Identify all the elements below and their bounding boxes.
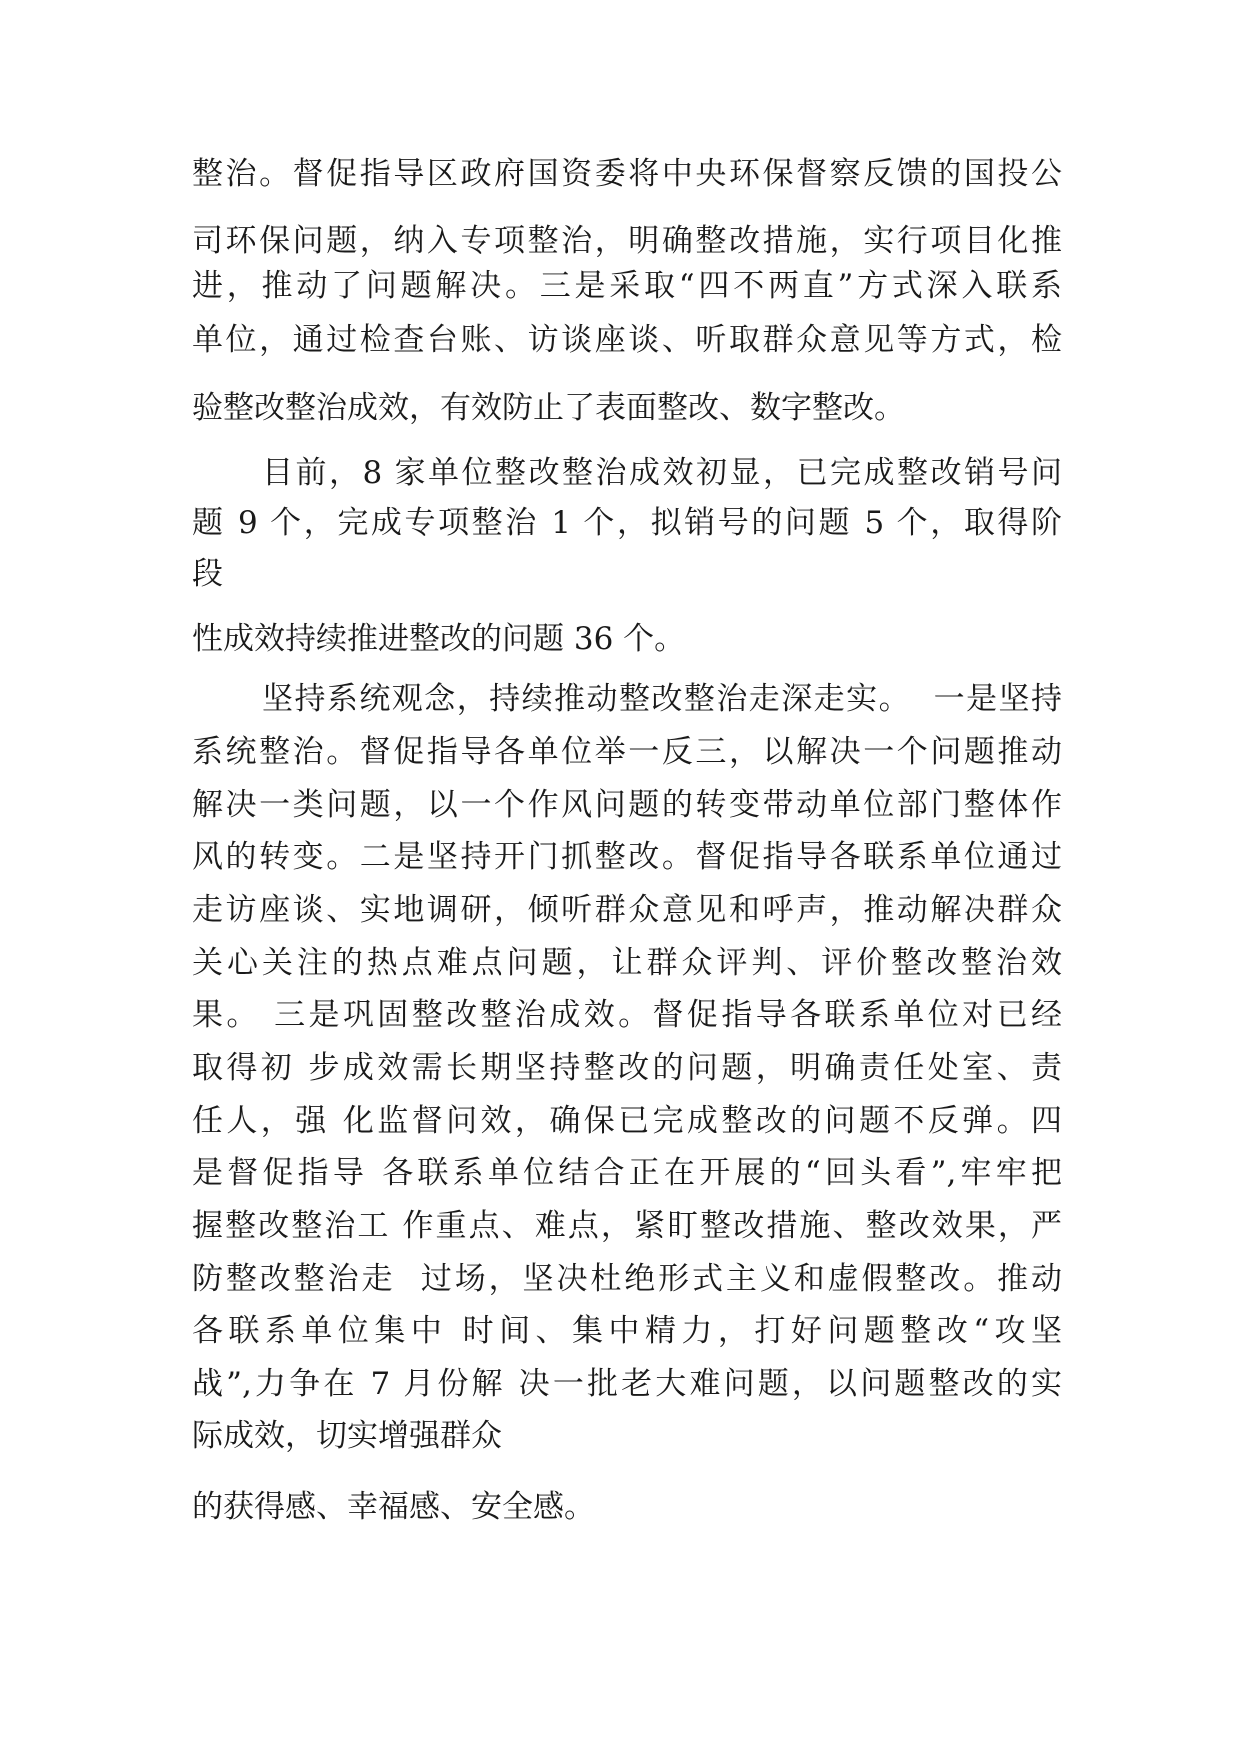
text-line: 单位，通过检查台账、访谈座谈、听取群众意见等方式，检 (192, 322, 1062, 358)
text-line: 题 9 个，完成专项整治 1 个，拟销号的问题 5 个，取得阶 (192, 505, 1062, 541)
text-line: 的获得感、幸福感、安全感。 (192, 1489, 595, 1525)
text-line: 走访座谈、实地调研，倾听群众意见和呼声，推动解决群众 (192, 892, 1062, 928)
text-line: 任人，强 化监督问效，确保已完成整改的问题不反弹。四 (192, 1103, 1062, 1139)
text-line: 验整改整治成效，有效防止了表面整改、数字整改。 (192, 390, 905, 426)
text-line: 握整改整治工 作重点、难点，紧盯整改措施、整改效果，严 (192, 1208, 1062, 1244)
text-line: 司环保问题，纳入专项整治，明确整改措施，实行项目化推 (192, 223, 1062, 259)
text-line: 防整改整治走 过场，坚决杜绝形式主义和虚假整改。推动 (192, 1261, 1062, 1297)
text-line: 整治。督促指导区政府国资委将中央环保督察反馈的国投公 (192, 156, 1062, 192)
text-line: 目前，8 家单位整改整治成效初显，已完成整改销号问 (262, 455, 1062, 491)
text-line: 坚持系统观念，持续推动整改整治走深走实。 一是坚持 (262, 681, 1062, 717)
text-line: 风的转变。二是坚持开门抓整改。督促指导各联系单位通过 (192, 839, 1062, 875)
text-line: 战”,力争在 7 月份解 决一批老大难问题，以问题整改的实 (192, 1366, 1062, 1402)
text-line: 果。 三是巩固整改整治成效。督促指导各联系单位对已经 (192, 997, 1062, 1033)
text-line: 是督促指导 各联系单位结合正在开展的“回头看”,牢牢把 (192, 1155, 1062, 1191)
text-line: 取得初 步成效需长期坚持整改的问题，明确责任处室、责 (192, 1050, 1062, 1086)
text-line: 各联系单位集中 时间、集中精力，打好问题整改“攻坚 (192, 1313, 1062, 1349)
text-line: 进，推动了问题解决。三是采取“四不两直”方式深入联系 (192, 268, 1062, 304)
text-line: 关心关注的热点难点问题，让群众评判、评价整改整治效 (192, 945, 1062, 981)
text-line: 系统整治。督促指导各单位举一反三，以解决一个问题推动 (192, 734, 1062, 770)
text-line: 性成效持续推进整改的问题 36 个。 (192, 621, 686, 657)
text-line: 段 (192, 556, 223, 592)
text-line: 解决一类问题，以一个作风问题的转变带动单位部门整体作 (192, 787, 1062, 823)
text-line: 际成效，切实增强群众 (192, 1418, 502, 1454)
